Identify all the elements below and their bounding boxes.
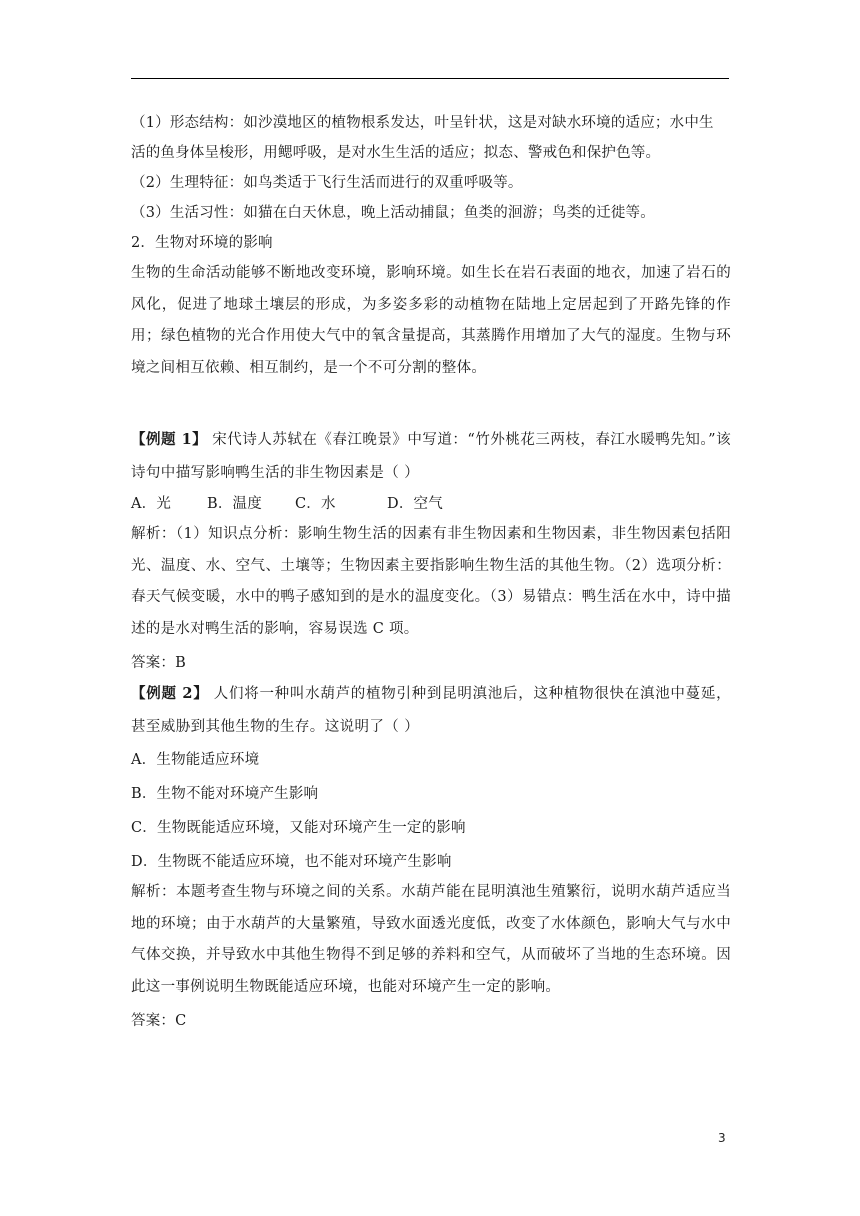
example1-analysis: 解析：（1）知识点分析：影响生物生活的因素有非生物因素和生物因素，非生物因素包括阳光、温度、水、空气、土壤等；生物因素主要指影响生物生活的其他生物。（2）选项分析：春天气候变暖，水中的鸭子感知到的是水的温度变化。（3）易错点：鸭生活在水中，诗中描述的是水对鸭生活的影响，容易误选 C 项。: [131, 526, 731, 637]
example2-option-b: B．生物不能对环境产生影响: [131, 786, 319, 802]
example2-question: [131, 678, 731, 743]
example1-label: 【例题 1】: [131, 431, 208, 448]
example2-option-c: C．生物既能适应环境，又能对环境产生一定的影响: [131, 820, 466, 836]
example2-option-d: D．生物既不能适应环境，也不能对环境产生影响: [131, 854, 452, 870]
item-physiology: （2）生理特征：如鸟类适于飞行生活而进行的双重呼吸等。: [131, 175, 523, 191]
header-rule: [131, 78, 729, 79]
example1-answer: 答案：B: [131, 655, 186, 671]
section-paragraph: 生物的生命活动能够不断地改变环境，影响环境。如生长在岩石表面的地衣，加速了岩石的风化，促进了地球土壤层的形成，为多姿多彩的动植物在陆地上定居起到了开路先锋的作用；绿色植物的光合作用使大气中的氧含量提高，其蒸腾作用增加了大气的湿度。生物与环境之间相互依赖、相互制约，是一个不可分割的整体。: [131, 265, 731, 376]
example2-answer: 答案：C: [131, 1013, 187, 1029]
example1-options: [131, 489, 731, 519]
example1-option-b: B．温度: [207, 496, 262, 512]
example1-option-d: D．空气: [387, 496, 443, 512]
example2-question-text: 人们将一种叫水葫芦的植物引种到昆明滇池后，这种植物很快在滇池中蔓延，甚至威胁到其他生物的生存。这说明了（ ）: [131, 686, 731, 735]
page-number: 3: [718, 1131, 726, 1145]
item-morphology-continued: 活的鱼身体呈梭形，用鳃呼吸，是对水生生活的适应；拟态、警戒色和保护色等。: [131, 145, 661, 161]
example2-analysis: 解析：本题考查生物与环境之间的关系。水葫芦能在昆明滇池生殖繁衍，说明水葫芦适应当地的环境；由于水葫芦的大量繁殖，导致水面透光度低，改变了水体颜色，影响大气与水中气体交换，并导致水中其他生物得不到足够的养料和空气，从而破坏了当地的生态环境。因此这一事例说明生物既能适应环境，也能对环境产生一定的影响。: [131, 884, 731, 995]
example1-option-c: C．水: [295, 496, 336, 512]
section-heading: 2．生物对环境的影响: [131, 235, 273, 251]
example1-question: [131, 424, 731, 489]
example1-question-text: 宋代诗人苏轼在《春江晚景》中写道：“竹外桃花三两枝，春江水暖鸭先知。”该诗句中描写影响鸭生活的非生物因素是（ ）: [131, 432, 731, 481]
item-morphology: （1）形态结构：如沙漠地区的植物根系发达，叶呈针状，这是对缺水环境的适应；水中生: [131, 115, 714, 131]
example2-label: 【例题 2】: [131, 685, 209, 702]
example2-option-a: A．生物能适应环境: [131, 752, 260, 768]
item-habits: （3）生活习性：如猫在白天休息，晚上活动捕鼠；鱼类的洄游；鸟类的迁徙等。: [131, 205, 655, 221]
example1-option-a: A．光: [131, 496, 172, 512]
document-body: [131, 108, 731, 1036]
